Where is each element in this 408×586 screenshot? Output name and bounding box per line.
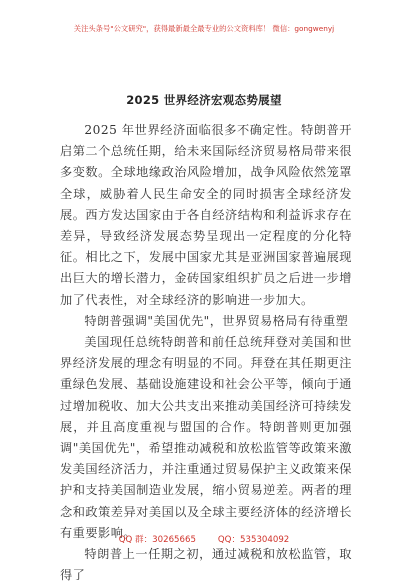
body-paragraph-continued: 特朗普上一任期之初，通过减税和放松监管，取得了 — [60, 547, 352, 583]
section-subheading: 特朗普强调"美国优先"，世界贸易格局有待重塑 — [84, 313, 349, 328]
qq-number: QQ：535304092 — [217, 535, 290, 545]
contact-footer — [0, 533, 408, 545]
document-title: 2025 世界经济宏观态势展望 — [126, 93, 282, 107]
intro-paragraph: 2025 年世界经济面临很多不确定性。特朗普开启第二个总统任期，给未来国际经济贸易格局带来很多变数。全球地缘政治风险增加，战争风险依然笼罩全球，威胁着人民生命安全的同时损害全球经济发展。西方发达国家由于各自经济结构和利益诉求存在差异，导致经济发展态势呈现出一定程度的分化特征。相比之下，发展中国家尤其是亚洲国家普遍展现出巨大的增长潜力，金砖国家组织扩员之后进一步增加了代表性，对全球经济的影响进一步加大。 — [60, 123, 352, 307]
qq-group-number: QQ 群：30265665 — [118, 535, 196, 545]
promo-banner: 关注头条号"公文研究"，获得最新最全最专业的公文资料库！ 微信：gongwenyj — [73, 24, 335, 33]
body-paragraph: 美国现任总统特朗普和前任总统拜登对美国和世界经济发展的理念有明显的不同。拜登在其任期更注重绿色发展、基础设施建设和社会公平等，倾向于通过增加税收、加大公共支出来推动美国经济可持续发展，并且高度重视与盟国的合作。特朗普则更加强调"美国优先"，希望推动减税和放松监管等政策来激发美国经济活力，并注重通过贸易保护主义政策来保护和支持美国制造业发展，缩小贸易逆差。两者的理念和政策差异对美国以及全球主要经济体的经济增长有重要影响。 — [60, 335, 352, 540]
document-body — [60, 120, 352, 586]
